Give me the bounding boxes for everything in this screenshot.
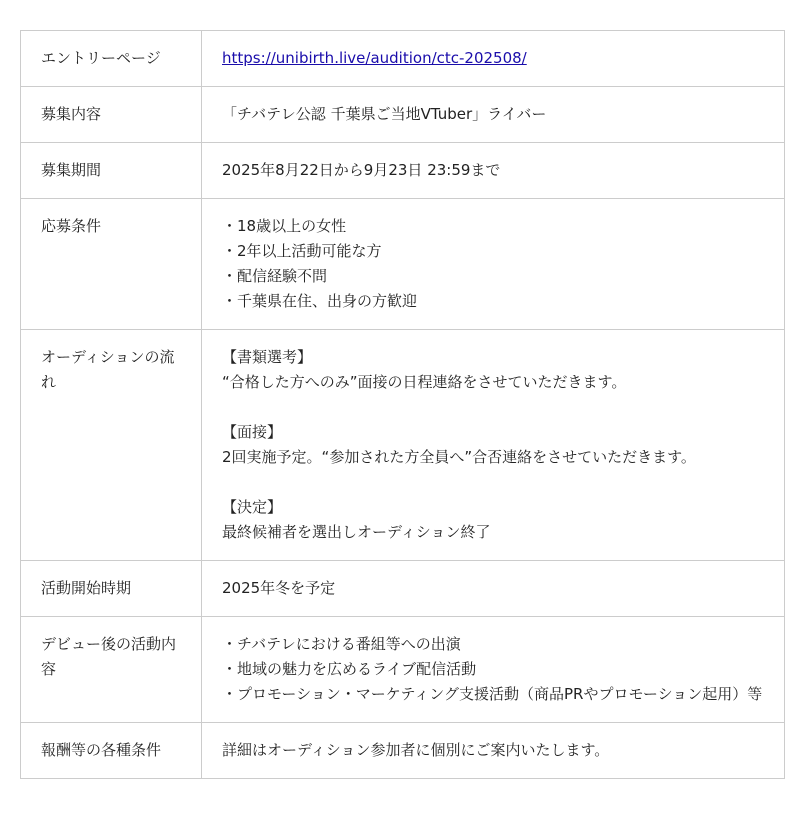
table-row-recruitment-content — [21, 87, 785, 143]
table-row-audition-flow — [21, 330, 785, 561]
row-value — [202, 31, 785, 87]
value-line: 【決定】 — [222, 498, 283, 516]
row-label: 報酬等の各種条件 — [21, 723, 202, 779]
row-value — [202, 87, 785, 143]
table-row-compensation — [21, 723, 785, 779]
value-line: “合格した方へのみ”面接の日程連絡をさせていただきます。 — [222, 373, 627, 391]
row-value — [202, 723, 785, 779]
value-line: 2回実施予定。“参加された方全員へ”合否連絡をさせていただきます。 — [222, 448, 696, 466]
row-value — [202, 143, 785, 199]
value-line: ・チバテレにおける番組等への出演 — [222, 635, 461, 653]
value-line: ・18歳以上の女性 — [222, 217, 347, 235]
row-value — [202, 617, 785, 723]
row-value — [202, 561, 785, 617]
value-line: 「チバテレ公認 千葉県ご当地VTuber」ライバー — [222, 105, 547, 123]
row-label: 活動開始時期 — [21, 561, 202, 617]
value-line: ・プロモーション・マーケティング支援活動（商品PRやプロモーション起用）等 — [222, 685, 763, 703]
table-row-requirements — [21, 199, 785, 330]
value-line: 2025年8月22日から9月23日 23:59まで — [222, 161, 501, 179]
value-line-blank — [222, 395, 764, 420]
value-line: 2025年冬を予定 — [222, 579, 336, 597]
table-row-activity-start — [21, 561, 785, 617]
value-line: 詳細はオーディション参加者に個別にご案内いたします。 — [222, 741, 610, 759]
row-label: デビュー後の活動内容 — [21, 617, 202, 723]
value-line: 最終候補者を選出しオーディション終了 — [222, 523, 491, 541]
row-label: 応募条件 — [21, 199, 202, 330]
row-value — [202, 199, 785, 330]
table-row-entry-page — [21, 31, 785, 87]
entry-page-link[interactable]: https://unibirth.live/audition/ctc-202508/ — [222, 49, 527, 67]
value-line-blank — [222, 470, 764, 495]
row-label: オーディションの流れ — [21, 330, 202, 561]
row-label: エントリーページ — [21, 31, 202, 87]
audition-info-table — [20, 30, 785, 779]
table-row-post-debut-activities — [21, 617, 785, 723]
value-line: ・配信経験不問 — [222, 267, 328, 285]
table-row-recruitment-period — [21, 143, 785, 199]
value-line: ・千葉県在住、出身の方歓迎 — [222, 292, 418, 310]
value-line: ・地域の魅力を広めるライブ配信活動 — [222, 660, 477, 678]
value-line: 【書類選考】 — [222, 348, 313, 366]
row-label: 募集内容 — [21, 87, 202, 143]
value-line: ・2年以上活動可能な方 — [222, 242, 382, 260]
row-value — [202, 330, 785, 561]
row-label: 募集期間 — [21, 143, 202, 199]
value-line: 【面接】 — [222, 423, 283, 441]
